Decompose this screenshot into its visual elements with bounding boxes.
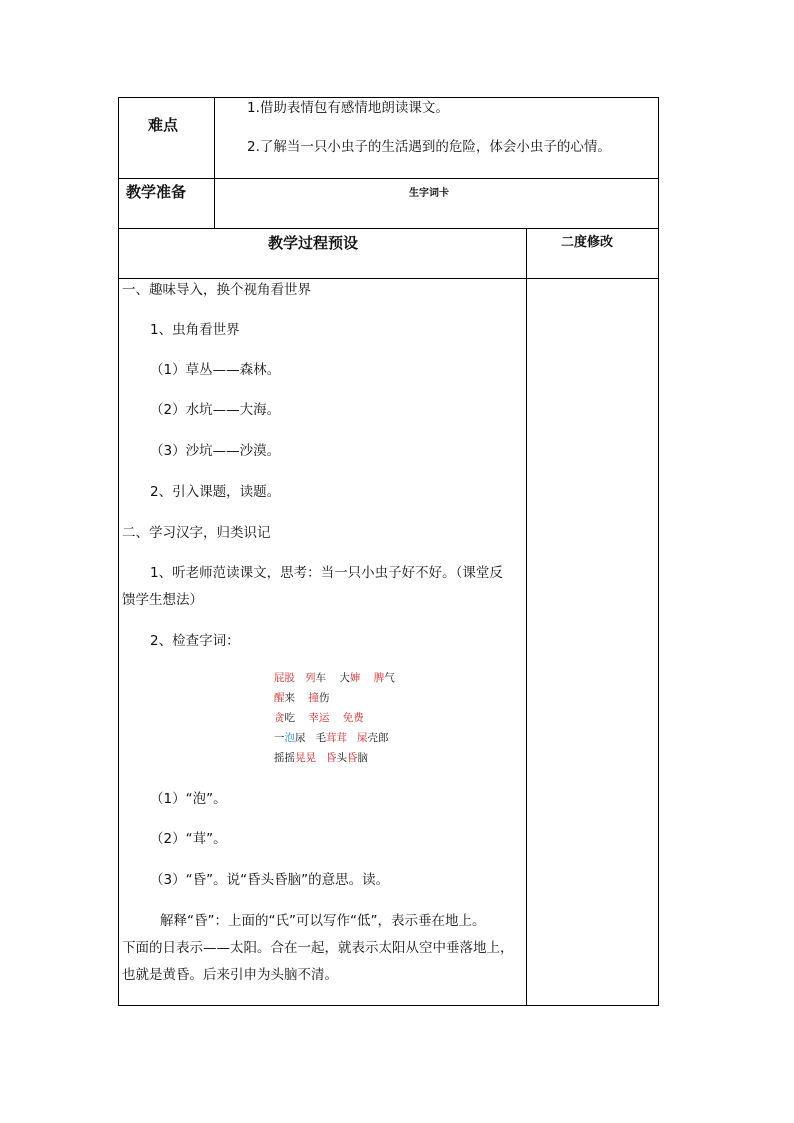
- explanation-line-3: 也就是黄昏。后来引申为头脑不清。: [122, 967, 338, 983]
- revision-header: 二度修改: [561, 235, 614, 250]
- vocab-word: 泡: [284, 732, 295, 744]
- section-1-title: 一、趣味导入，换个视角看世界: [122, 282, 311, 298]
- s1-sub-1: （1）草丛——森林。: [150, 362, 281, 378]
- s2-item-2: 2、检查字词：: [150, 633, 240, 649]
- char-item-1: （1）“泡”。: [150, 791, 227, 807]
- preparation-label: 教学准备: [126, 183, 187, 201]
- vocab-word: 列: [305, 672, 316, 684]
- vocab-word: 壳郎: [367, 732, 389, 744]
- s1-item-2: 2、引入课题，读题。: [150, 484, 281, 500]
- vocab-word: 毛: [315, 732, 327, 744]
- vocab-row-3: [274, 708, 364, 728]
- s2-item-1-line-1: 1、听老师范读课文，思考：当一只小虫子好不好。（课堂反: [150, 565, 503, 581]
- revision-column-divider: [526, 228, 527, 1006]
- difficulty-label: 难点: [148, 116, 179, 134]
- char-item-2: （2）“茸”。: [150, 831, 227, 847]
- process-header: 教学过程预设: [268, 234, 359, 252]
- table-border-right: [658, 97, 659, 1006]
- difficulty-item-1: 1.借助表情包有感情地朗读课文。: [247, 100, 449, 116]
- s1-sub-2: （2）水坑——大海。: [150, 402, 281, 418]
- vocab-word: 昏: [347, 752, 358, 764]
- vocab-word: 醒: [274, 692, 285, 704]
- row-divider-1: [118, 178, 659, 179]
- vocab-word: 屎: [357, 732, 368, 744]
- vocab-word: 屁股: [274, 672, 295, 684]
- row-divider-2: [118, 228, 659, 229]
- s2-item-1-line-2: 馈学生想法）: [122, 592, 203, 608]
- vocab-word: 婶: [349, 672, 361, 684]
- table-border-top: [118, 97, 659, 98]
- vocab-word: 脑: [357, 752, 369, 764]
- vocab-word: 撞: [308, 692, 319, 704]
- vocab-word: 摇摇: [274, 752, 295, 764]
- vocab-word: 贪: [274, 712, 285, 724]
- vocab-word: 茸茸: [326, 732, 348, 744]
- section-2-title: 二、学习汉字，归类识记: [122, 525, 271, 541]
- s1-item-1: 1、虫角看世界: [150, 322, 240, 338]
- vocab-word: 幸运: [308, 712, 330, 724]
- explanation-line-1: 解释“昏”：上面的“氏”可以写作“低”，表示垂在地上。: [160, 913, 486, 929]
- table-border-left: [118, 97, 119, 1006]
- preparation-content: 生字词卡: [409, 188, 449, 199]
- row-divider-3: [118, 278, 659, 279]
- vocab-word: 尿: [295, 732, 306, 744]
- difficulty-item-2: 2.了解当一只小虫子的生活遇到的危险，体会小虫子的心情。: [247, 139, 611, 155]
- s1-sub-3: （3）沙坑——沙漠。: [150, 443, 281, 459]
- char-item-3: （3）“昏”。说“昏头昏脑”的意思。读。: [150, 872, 390, 888]
- vocab-row-1: [274, 668, 395, 688]
- vocab-word: 免费: [342, 712, 364, 724]
- vocab-word: 一: [274, 732, 285, 744]
- vocab-row-5: [274, 748, 368, 768]
- vocab-row-4: [274, 728, 389, 748]
- vocab-word: 气: [384, 672, 395, 684]
- label-column-divider: [214, 97, 215, 229]
- vocab-row-2: [274, 688, 329, 708]
- vocab-word: 大: [339, 672, 350, 684]
- vocab-word: 脾: [373, 672, 385, 684]
- vocab-word: 昏: [326, 752, 337, 764]
- vocab-word: 头: [336, 752, 348, 764]
- vocab-word: 吃: [284, 712, 295, 724]
- explanation-line-2: 下面的日表示——太阳。合在一起，就表示太阳从空中垂落地上，: [122, 940, 514, 956]
- vocab-word: 晃晃: [295, 752, 316, 764]
- vocab-word: 来: [284, 692, 295, 704]
- vocab-word: 车: [315, 672, 327, 684]
- table-border-bottom: [118, 1005, 659, 1006]
- vocab-word: 伤: [318, 692, 330, 704]
